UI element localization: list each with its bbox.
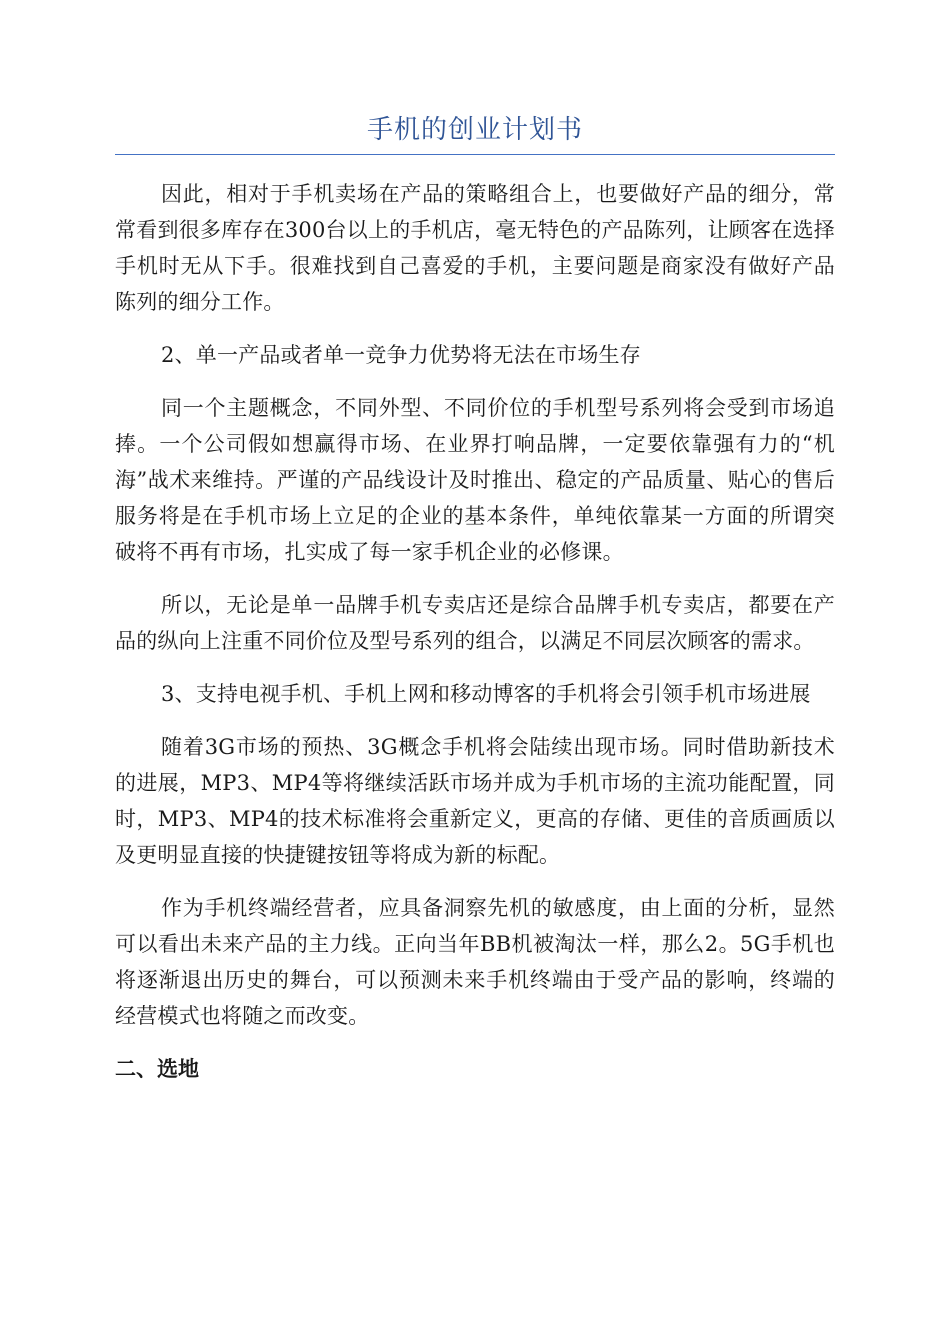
header-divider	[115, 154, 835, 155]
paragraph-product-segmentation: 因此，相对于手机卖场在产品的策略组合上，也要做好产品的细分，常常看到很多库存在300台以上的手机店，毫无特色的产品陈列，让顾客在选择手机时无从下手。很难找到自己喜爱的手机，主要问题是商家没有做好产品陈列的细分工作。	[115, 182, 835, 314]
section-heading-site-selection: 二、选地	[115, 1057, 199, 1081]
paragraph-point-3: 3、支持电视手机、手机上网和移动博客的手机将会引领手机市场进展	[161, 682, 811, 706]
document-body	[115, 176, 835, 1087]
paragraph-product-series: 同一个主题概念，不同外型、不同价位的手机型号系列将会受到市场追捧。一个公司假如想赢得市场、在业界打响品牌，一定要依靠强有力的“机海”战术来维持。严谨的产品线设计及时推出、稳定的产品质量、贴心的售后服务将是在手机市场上立足的企业的基本条件，单纯依靠某一方面的所谓突破将不再有市场，扎实成了每一家手机企业的必修课。	[115, 396, 835, 564]
document-header-title: 手机的创业计划书	[366, 115, 583, 145]
paragraph-3g-trends: 随着3G市场的预热、3G概念手机将会陆续出现市场。同时借助新技术的进展，MP3、MP4等将继续活跃市场并成为手机市场的主流功能配置，同时，MP3、MP4的技术标准将会重新定义，更高的存储、更佳的音质画质以及更明显直接的快捷键按钮等将成为新的标配。	[115, 735, 835, 867]
paragraph-store-combination: 所以，无论是单一品牌手机专卖店还是综合品牌手机专卖店，都要在产品的纵向上注重不同价位及型号系列的组合，以满足不同层次顾客的需求。	[115, 593, 835, 653]
paragraph-point-2: 2、单一产品或者单一竞争力优势将无法在市场生存	[161, 343, 641, 367]
paragraph-operator-outlook: 作为手机终端经营者，应具备洞察先机的敏感度，由上面的分析，显然可以看出未来产品的主力线。正向当年BB机被淘汰一样，那么2。5G手机也将逐渐退出历史的舞台，可以预测未来手机终端由于受产品的影响，终端的经营模式也将随之而改变。	[115, 896, 835, 1028]
